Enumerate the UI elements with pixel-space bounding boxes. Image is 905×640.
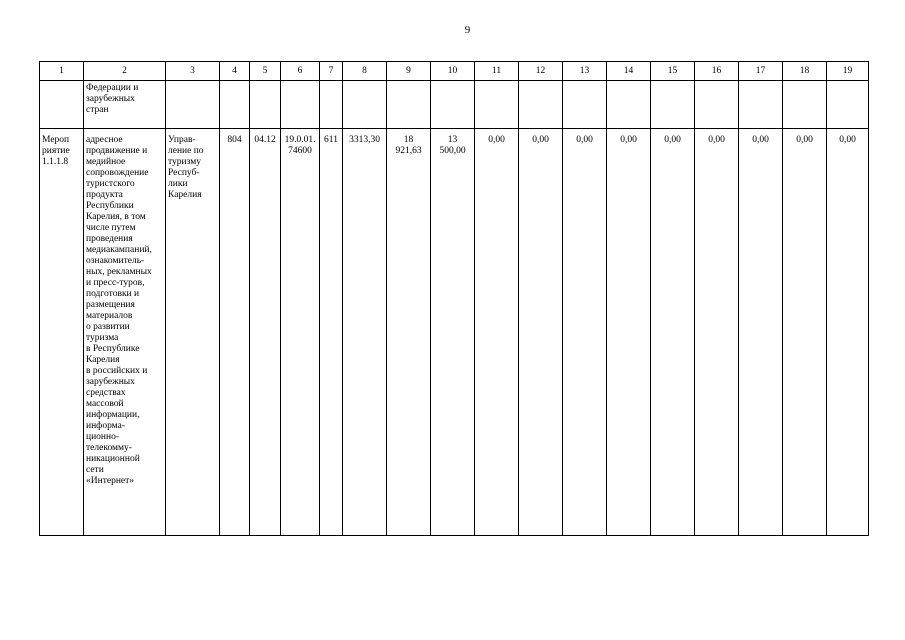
table-cell — [783, 81, 827, 129]
table-cell — [739, 81, 783, 129]
table-cell: 0,00 — [783, 129, 827, 536]
table-cell — [475, 81, 519, 129]
table-cell: 0,00 — [695, 129, 739, 536]
table-cell — [827, 81, 869, 129]
table-cell — [607, 81, 651, 129]
header-cell: 17 — [739, 62, 783, 81]
header-cell: 4 — [220, 62, 250, 81]
table-cell — [320, 81, 343, 129]
header-cell: 14 — [607, 62, 651, 81]
header-cell: 15 — [651, 62, 695, 81]
table-cell — [343, 81, 387, 129]
table-cell — [281, 81, 320, 129]
table-cell: 3313,30 — [343, 129, 387, 536]
header-cell: 3 — [166, 62, 220, 81]
header-cell: 10 — [431, 62, 475, 81]
header-cell: 5 — [250, 62, 281, 81]
page-number: 9 — [464, 24, 471, 36]
continuation-row — [40, 81, 869, 129]
table-cell: 13 500,00 — [431, 129, 475, 536]
table-cell: 0,00 — [607, 129, 651, 536]
header-cell: 19 — [827, 62, 869, 81]
table-cell: 804 — [220, 129, 250, 536]
header-cell: 1 — [40, 62, 84, 81]
header-cell: 2 — [84, 62, 166, 81]
table-cell: 0,00 — [475, 129, 519, 536]
table-cell: Управ- ление по туризму Респуб- лики Карелия — [166, 129, 220, 536]
table-cell: Федерации и зарубежных стран — [84, 81, 166, 129]
table-cell — [695, 81, 739, 129]
table-cell: 0,00 — [563, 129, 607, 536]
table-cell: 0,00 — [519, 129, 563, 536]
table-cell: 18 921,63 — [387, 129, 431, 536]
header-row — [40, 62, 869, 81]
table-cell: Мероп риятие 1.1.1.8 — [40, 129, 84, 536]
header-cell: 6 — [281, 62, 320, 81]
table-cell — [40, 81, 84, 129]
header-cell: 16 — [695, 62, 739, 81]
table-cell — [431, 81, 475, 129]
header-cell: 9 — [387, 62, 431, 81]
table-cell: 04.12 — [250, 129, 281, 536]
header-cell: 18 — [783, 62, 827, 81]
table-cell — [519, 81, 563, 129]
table-cell: адресное продвижение и медийное сопровождение туристского продукта Республики Карелия, в том числе путем проведения медиакампаний, ознакомитель- ных, рекламных и пресс-туров, подготовки и размещения материалов о развитии туризма в Республике Карелия в российских и зарубежных средствах массовой информации, информа- ционно- телекомму- никационной сети «Интернет» — [84, 129, 166, 536]
table-cell — [220, 81, 250, 129]
table-cell — [250, 81, 281, 129]
table-cell: 0,00 — [651, 129, 695, 536]
header-cell: 7 — [320, 62, 343, 81]
table-cell — [563, 81, 607, 129]
header-cell: 8 — [343, 62, 387, 81]
header-cell: 13 — [563, 62, 607, 81]
table-cell — [651, 81, 695, 129]
table-cell: 611 — [320, 129, 343, 536]
table-cell: 0,00 — [827, 129, 869, 536]
header-cell: 11 — [475, 62, 519, 81]
header-cell: 12 — [519, 62, 563, 81]
table-cell — [166, 81, 220, 129]
budget-table — [39, 61, 869, 536]
table-cell: 0,00 — [739, 129, 783, 536]
table-cell: 19.0.01. 74600 — [281, 129, 320, 536]
table-cell — [387, 81, 431, 129]
table-row — [40, 129, 869, 536]
